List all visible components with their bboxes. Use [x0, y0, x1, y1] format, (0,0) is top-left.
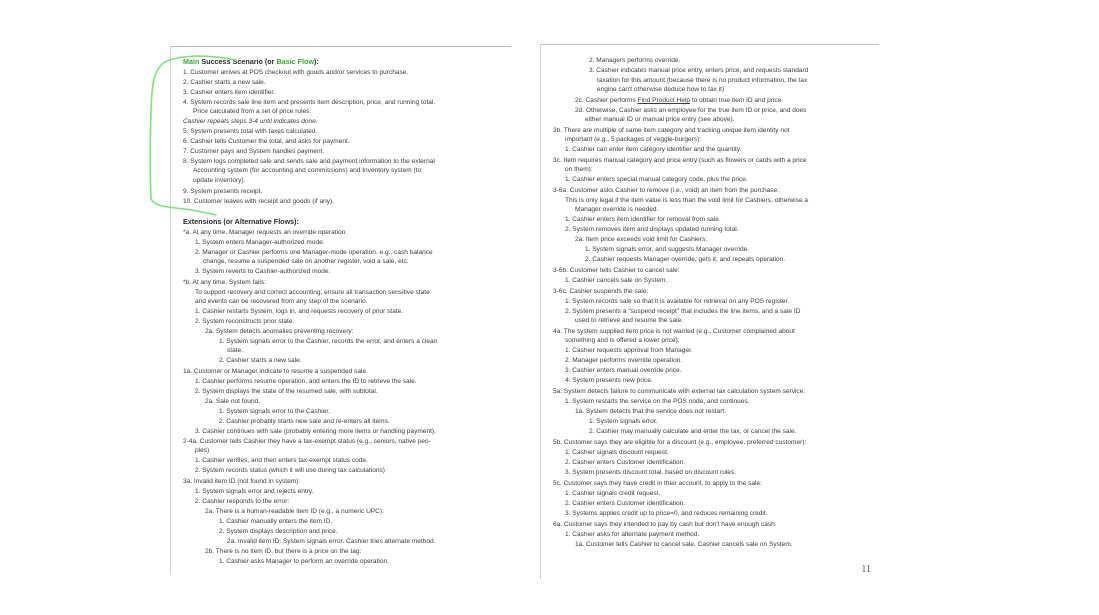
right-line: 3-6a: Customer asks Cashier to remove (i.e., void) an item from the purchase:	[553, 187, 779, 194]
left-line: 2a. There is a human-readable item ID (e.g., a numeric UPC):	[205, 508, 384, 515]
left-line: update inventory).	[193, 177, 246, 184]
right-line: 1. Cashier enters item identifier for removal from sale.	[565, 216, 721, 223]
right-line: 1. Cashier enters special manual category code, plus the price.	[565, 176, 748, 183]
right-line: 2. System presents a "suspend receipt" that includes the line items, and a sale ID	[565, 308, 801, 315]
left-line: 1. System enters Manager-authorized mode.	[195, 239, 325, 246]
right-line: 5b. Customer says they are eligible for a discount (e.g., employee, preferred customer):	[553, 439, 807, 446]
left-line: 1. Cashier asks Manager to perform an override operation.	[219, 558, 389, 565]
left-line: 1. System signals error to the Cashier.	[219, 408, 330, 415]
page-number: 11	[861, 564, 871, 575]
left-line: 2. System displays the state of the resumed sale, with subtotal.	[195, 388, 378, 395]
left-line: Cashier repeats steps 3-4 until indicates done.	[183, 118, 318, 125]
left-line: 2. System displays description and price.	[219, 528, 338, 535]
right-line: taxation for this amount (because there is no product information, the tax	[597, 77, 808, 84]
right-line: 5a. System detects failure to communicate with external tax calculation system service:	[553, 388, 806, 395]
left-line: and events can be recovered from any step of the scenario.	[195, 298, 368, 305]
right-line: 2. Manager performs override operation.	[565, 357, 683, 364]
left-line: 2a. System detects anomalies preventing recovery:	[205, 328, 354, 335]
right-line: 4. System presents new price.	[565, 377, 653, 384]
left-line: 2. Cashier responds to the error:	[195, 498, 290, 505]
left-line: 9. System presents receipt.	[183, 188, 263, 195]
left-line: 2. Cashier starts a new sale.	[183, 79, 266, 86]
right-line: 3-6c. Cashier suspends the sale:	[553, 288, 649, 295]
right-line: 1a. System detects that the service does not restart.	[575, 408, 727, 415]
right-line: 1. System signals error, and suggests Manager override.	[585, 246, 750, 253]
left-line: Extensions (or Alternative Flows):	[183, 217, 299, 226]
left-line: state.	[227, 347, 244, 354]
left-line: 3. System reverts to Cashier-authorized mode.	[195, 268, 331, 275]
right-line: something and is offered a lower price):	[565, 337, 680, 344]
right-line: 1. Cashier requests approval from Manager.	[565, 347, 693, 354]
right-line: 3c. Item requires manual category and price entry (such as flowers or cards with a price	[553, 157, 807, 164]
left-line: 1. Customer arrives at POS checkout with goods and/or services to purchase.	[183, 69, 409, 76]
document-page-left	[170, 46, 511, 573]
left-line: 7. Customer pays and System handles payment.	[183, 148, 325, 155]
left-page-text	[171, 47, 511, 573]
right-line: used to retrieve and resume the sale.	[575, 317, 684, 324]
right-line: 1. System records sale so that it is available for retrieval on any POS register.	[565, 298, 790, 305]
right-line: This is only legal if the item value is less than the void limit for Cashiers, otherwise a	[565, 197, 809, 204]
right-line: 2a. Item price exceeds void limit for Cashiers:	[575, 236, 708, 243]
left-line: 6. Cashier tells Customer the total, and asks for payment.	[183, 138, 350, 145]
right-line: on them):	[565, 166, 593, 173]
left-line: 1a. Customer or Manager indicate to resume a suspended sale.	[183, 368, 368, 375]
right-line: 1. Cashier cancels sale on System.	[565, 277, 668, 284]
left-line: 1. System signals error and rejects entry.	[195, 488, 314, 495]
right-line: 2. Cashier requests Manager override, gets it, and repeats operation.	[585, 256, 786, 263]
left-line: 2b. There is no item ID, but there is a price on the tag:	[205, 548, 362, 555]
left-line: 2. System reconstructs prior state.	[195, 318, 295, 325]
left-line: 2. Cashier starts a new sale.	[219, 357, 302, 364]
find-product-help-link: Find Product Help	[637, 97, 690, 104]
left-line: 2. Manager or Cashier performs one Manager-mode operation. e.g., cash balance	[195, 249, 433, 256]
left-line: ples)	[195, 447, 210, 454]
right-line: 1. Cashier can enter item category identifier and the quantity.	[565, 146, 742, 153]
right-line: 3b. There are multiple of same item category and tracking unique item identity not	[553, 127, 790, 134]
left-line: Accounting system (for accounting and commissions) and Inventory system (to	[193, 167, 422, 174]
right-line: engine can't otherwise deduce how to tax it)	[597, 86, 725, 93]
document-page-right	[540, 44, 879, 579]
right-line: 3. Cashier indicates manual price entry, enters price, and requests standard	[589, 67, 809, 74]
left-line: 2. Cashier probably starts new sale and re-enters all items.	[219, 418, 390, 425]
right-line: 1. System restarts the service on the POS node, and continues.	[565, 398, 750, 405]
right-line: either manual ID or manual price entry (see above).	[585, 116, 735, 123]
left-line: change, resume a suspended sale on another register, void a sale, etc.	[203, 258, 409, 265]
right-line: 2d. Otherwise, Cashier asks an employee for the true item ID or price, and does	[575, 107, 807, 114]
right-line: 2. Managers performs override.	[589, 57, 681, 64]
left-line: 1. Cashier manually enters the item ID.	[219, 518, 333, 525]
left-line: 3. Cashier continues with sale (probably entering more items or handling payment).	[195, 428, 436, 435]
right-line: 2. Cashier enters Customer identification.	[565, 459, 686, 466]
right-line: 4a. The system supplied item price is not wanted (e.g., Customer complained about	[553, 328, 795, 335]
right-line: 1. Cashier asks for alternate payment method.	[565, 531, 700, 538]
right-line: 3. System presents discount total, based on discount rules.	[565, 469, 737, 476]
right-line: 1. Cashier signals credit request.	[565, 490, 661, 497]
right-page-text	[541, 45, 879, 579]
right-line: 1. Cashier signals discount request.	[565, 449, 669, 456]
right-line: 3. Systems applies credit up to price=0, and reduces remaining credit.	[565, 510, 768, 517]
left-line: Price calculated from a set of price rules.	[193, 108, 312, 115]
left-line: *a. At any time, Manager requests an override operation:	[183, 229, 348, 236]
left-line: 5. System presents total with taxes calculated.	[183, 128, 318, 135]
right-line: important (e.g., 5 packages of veggie-burgers):	[565, 136, 702, 143]
left-line: 2a. Sale not found.	[205, 398, 260, 405]
left-line: 1. Cashier performs resume operation, and enters the ID to retrieve the sale.	[195, 378, 417, 385]
left-line: *b. At any time, System fails:	[183, 279, 266, 286]
right-line: 2. Cashier enters Customer identification.	[565, 500, 686, 507]
left-line: 4. System records sale line item and presents item description, price, and running total.	[183, 99, 436, 106]
left-line: 1. Cashier restarts System, logs in, and requests recovery of prior state.	[195, 308, 404, 315]
right-line: 3. Cashier enters manual override price.	[565, 367, 682, 374]
left-line: 2a. Invalid item ID: System signals error. Cashier tries alternate method.	[227, 538, 436, 545]
left-line: 3a. Invalid item ID (not found in system):	[183, 478, 301, 485]
left-line: 10. Customer leaves with receipt and goods (if any).	[183, 198, 335, 205]
left-line: 1. Cashier verifies, and then enters tax-exempt status code.	[195, 457, 368, 464]
left-line: 8. System logs completed sale and sends sale and payment information to the external	[183, 158, 435, 165]
left-line: 2-4a. Customer tells Cashier they have a tax-exempt status (e.g., seniors, native peo-	[183, 438, 431, 445]
right-line: 1a. Customer tells Cashier to cancel sale. Cashier cancels sale on System.	[575, 541, 793, 548]
left-line: 2. System records status (which it will use during tax calculations)	[195, 467, 385, 474]
left-line: To support recovery and correct accounting, ensure all transaction sensitive state	[195, 289, 430, 296]
right-line: 2c. Cashier performs Find Product Help to obtain true item ID and price.	[575, 97, 784, 104]
left-line: 1. System signals error to the Cashier, records the error, and enters a clean	[219, 338, 438, 345]
right-line: 2. Cashier may manually calculate and enter the tax, or cancel the sale.	[589, 428, 797, 435]
right-line: 3-6b. Customer tells Cashier to cancel sale:	[553, 267, 680, 274]
left-line: 3. Cashier enters item identifier.	[183, 89, 276, 96]
right-line: 6a. Customer says they intended to pay by cash but don't have enough cash:	[553, 521, 777, 528]
right-line: 1. System signals error.	[589, 418, 658, 425]
right-line: 2. System removes item and displays updated running total.	[565, 226, 739, 233]
right-line: Manager override is needed.	[575, 206, 659, 213]
left-line: Main Success Scenario (or Basic Flow):	[183, 57, 319, 66]
right-line: 5c. Customer says they have credit in their account, to apply to the sale:	[553, 480, 762, 487]
